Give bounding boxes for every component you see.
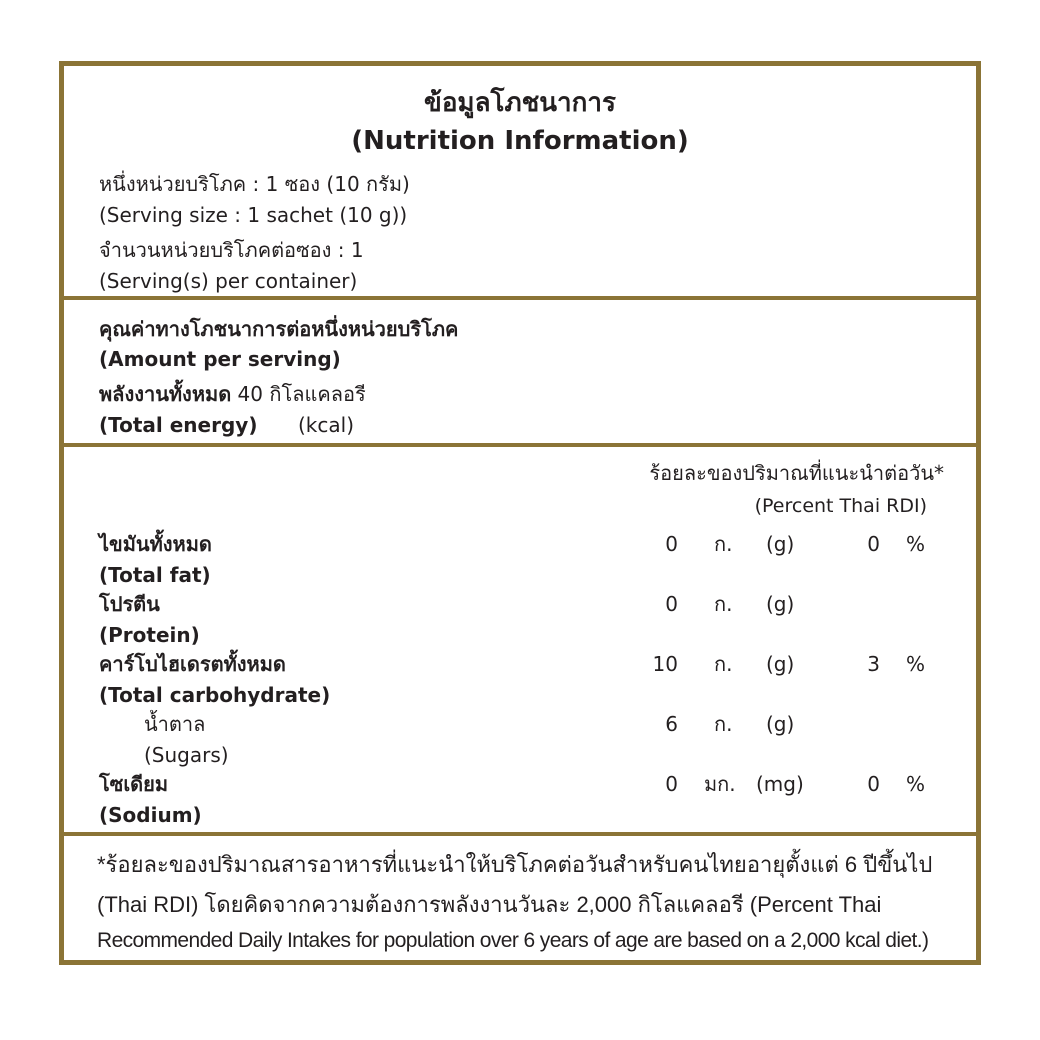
- nutrient-name-english: (Total carbohydrate): [99, 683, 331, 707]
- nutrient-amount: 0: [665, 532, 678, 556]
- nutrient-name-thai: โปรตีน: [99, 592, 160, 616]
- nutrient-unit-english: (g): [766, 532, 795, 556]
- nutrient-name-thai: ไขมันทั้งหมด: [99, 532, 212, 556]
- nutrient-unit-english: (g): [766, 712, 795, 736]
- energy-value: 40: [237, 382, 263, 406]
- nutrient-rdi-value: 0: [867, 772, 880, 796]
- serving-size-english: (Serving size : 1 sachet (10 g)): [99, 203, 408, 227]
- energy-label-thai: พลังงานทั้งหมด: [99, 382, 232, 406]
- nutrient-rdi-percent: %: [906, 652, 926, 676]
- nutrient-unit-english: (g): [766, 652, 795, 676]
- divider: [64, 296, 976, 300]
- title-english: (Nutrition Information): [351, 126, 689, 156]
- rdi-header-english: (Percent Thai RDI): [754, 495, 927, 517]
- nutrient-name-thai: น้ำตาล: [144, 712, 206, 736]
- nutrient-rdi-value: 0: [867, 532, 880, 556]
- servings-per-container-thai: จำนวนหน่วยบริโภคต่อซอง : 1: [99, 238, 364, 262]
- nutrient-name-english: (Sugars): [144, 743, 229, 767]
- footnote-line-1: *ร้อยละของปริมาณสารอาหารที่แนะนำให้บริโภคต่อวันสำหรับคนไทยอายุตั้งแต่ 6 ปีขึ้นไป: [97, 852, 933, 877]
- nutrient-name-english: (Sodium): [99, 803, 202, 827]
- energy-label-english: (Total energy): [99, 413, 258, 437]
- energy-unit-thai: กิโลแคลอรี: [269, 382, 366, 406]
- nutrient-amount: 0: [665, 592, 678, 616]
- nutrient-rdi-percent: %: [906, 532, 926, 556]
- nutrient-unit-thai: ก.: [714, 532, 733, 556]
- servings-per-container-english: (Serving(s) per container): [99, 269, 358, 293]
- footnote-line-3: Recommended Daily Intakes for population over 6 years of age are based on a 2,000 kcal diet.): [97, 929, 929, 952]
- nutrient-amount: 6: [665, 712, 678, 736]
- divider: [64, 832, 976, 836]
- nutrient-rdi-percent: %: [906, 772, 926, 796]
- nutrient-name-thai: โซเดียม: [99, 772, 169, 796]
- footnote-line-2: (Thai RDI) โดยคิดจากความต้องการพลังงานวันละ 2,000 กิโลแคลอรี (Percent Thai: [97, 892, 882, 917]
- nutrient-unit-thai: มก.: [704, 772, 736, 796]
- nutrient-unit-thai: ก.: [714, 652, 733, 676]
- title-thai: ข้อมูลโภชนาการ: [424, 88, 616, 118]
- energy-line-thai: [99, 382, 366, 406]
- nutrition-label: [59, 61, 981, 965]
- nutrient-amount: 0: [665, 772, 678, 796]
- divider: [64, 443, 976, 447]
- nutrient-unit-thai: ก.: [714, 592, 733, 616]
- nutrient-unit-english: (mg): [756, 772, 804, 796]
- amount-heading-thai: คุณค่าทางโภชนาการต่อหนึ่งหน่วยบริโภค: [99, 317, 459, 341]
- nutrient-name-thai: คาร์โบไฮเดรตทั้งหมด: [99, 652, 286, 676]
- nutrient-amount: 10: [652, 652, 678, 676]
- rdi-header-thai: ร้อยละของปริมาณที่แนะนำต่อวัน*: [649, 461, 944, 485]
- nutrient-name-english: (Protein): [99, 623, 200, 647]
- energy-unit-english: (kcal): [298, 413, 354, 437]
- nutrient-unit-english: (g): [766, 592, 795, 616]
- nutrient-unit-thai: ก.: [714, 712, 733, 736]
- nutrient-rdi-value: 3: [867, 652, 880, 676]
- amount-heading-english: (Amount per serving): [99, 347, 341, 371]
- serving-size-thai: หนึ่งหน่วยบริโภค : 1 ซอง (10 กรัม): [99, 172, 410, 196]
- nutrient-name-english: (Total fat): [99, 563, 211, 587]
